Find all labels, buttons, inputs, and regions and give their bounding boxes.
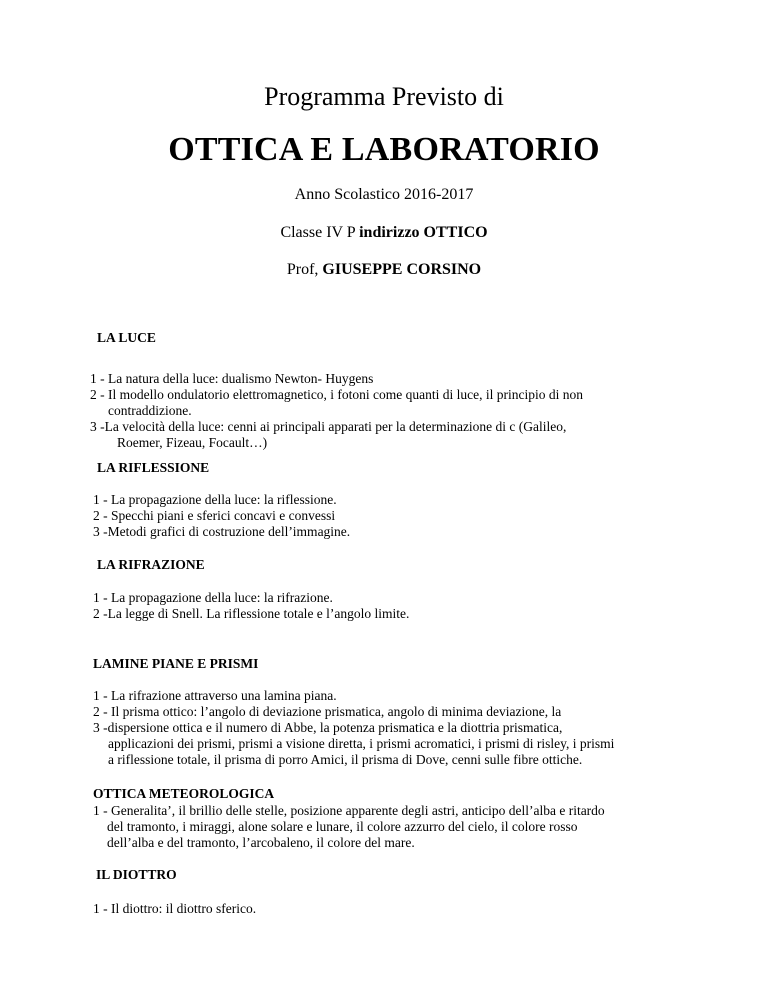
list-item: 3 -La velocità della luce: cenni ai principali apparati per la determinazione di c (Galileo, xyxy=(90,419,567,434)
list-item: 2 - Il prisma ottico: l’angolo di deviazione prismatica, angolo di minima deviazione, la xyxy=(93,704,562,719)
list-item-continuation: del tramonto, i miraggi, alone solare e lunare, il colore azzurro del cielo, il colore rosso xyxy=(107,819,578,834)
list-item: 1 - La natura della luce: dualismo Newton- Huygens xyxy=(90,371,374,386)
section-heading-la-rifrazione: LA RIFRAZIONE xyxy=(97,557,205,572)
list-item: 2 - Specchi piani e sferici concavi e convessi xyxy=(93,508,336,523)
section-heading-la-riflessione: LA RIFLESSIONE xyxy=(97,460,210,475)
list-item: 3 -dispersione ottica e il numero di Abbe, la potenza prismatica e la diottria prismatica, xyxy=(93,720,563,735)
list-item: 1 - La rifrazione attraverso una lamina piana. xyxy=(93,688,337,703)
list-item: 2 - Il modello ondulatorio elettromagnetico, i fotoni come quanti di luce, il principio di non xyxy=(90,387,584,402)
section-heading-la-luce: LA LUCE xyxy=(97,330,156,345)
school-year: Anno Scolastico 2016-2017 xyxy=(294,186,474,203)
list-item-continuation: a riflessione totale, il prisma di porro Amici, il prisma di Dove, cenni sulle fibre ottiche. xyxy=(108,752,583,767)
document-title: OTTICA E LABORATORIO xyxy=(168,131,600,168)
list-item: 1 - Il diottro: il diottro sferico. xyxy=(93,901,257,916)
class-info xyxy=(0,224,768,242)
section-heading-lamine-piane-e-prismi: LAMINE PIANE E PRISMI xyxy=(93,656,259,671)
class-label: Classe IV P xyxy=(280,224,360,241)
section-heading-il-diottro: IL DIOTTRO xyxy=(96,867,177,882)
list-item-continuation: Roemer, Fizeau, Focault…) xyxy=(117,435,268,450)
professor-name: GIUSEPPE CORSINO xyxy=(322,261,482,278)
list-item-continuation: dell’alba e del tramonto, l’arcobaleno, il colore del mare. xyxy=(107,835,415,850)
list-item: 1 - Generalita’, il brillio delle stelle, posizione apparente degli astri, anticipo dell’alba e ritardo xyxy=(93,803,605,818)
document-subtitle: Programma Previsto di xyxy=(264,82,504,111)
list-item: 3 -Metodi grafici di costruzione dell’immagine. xyxy=(93,524,351,539)
class-track: indirizzo OTTICO xyxy=(359,224,488,241)
professor-info xyxy=(0,261,768,279)
list-item-continuation: contraddizione. xyxy=(108,403,192,418)
professor-label: Prof, xyxy=(286,261,323,278)
list-item: 1 - La propagazione della luce: la riflessione. xyxy=(93,492,337,507)
list-item: 2 -La legge di Snell. La riflessione totale e l’angolo limite. xyxy=(93,606,410,621)
list-item: 1 - La propagazione della luce: la rifrazione. xyxy=(93,590,333,605)
section-heading-ottica-meteorologica: OTTICA METEOROLOGICA xyxy=(93,786,275,801)
list-item-continuation: applicazioni dei prismi, prismi a visione diretta, i prismi acromatici, i prismi di risley, i prismi xyxy=(108,736,615,751)
